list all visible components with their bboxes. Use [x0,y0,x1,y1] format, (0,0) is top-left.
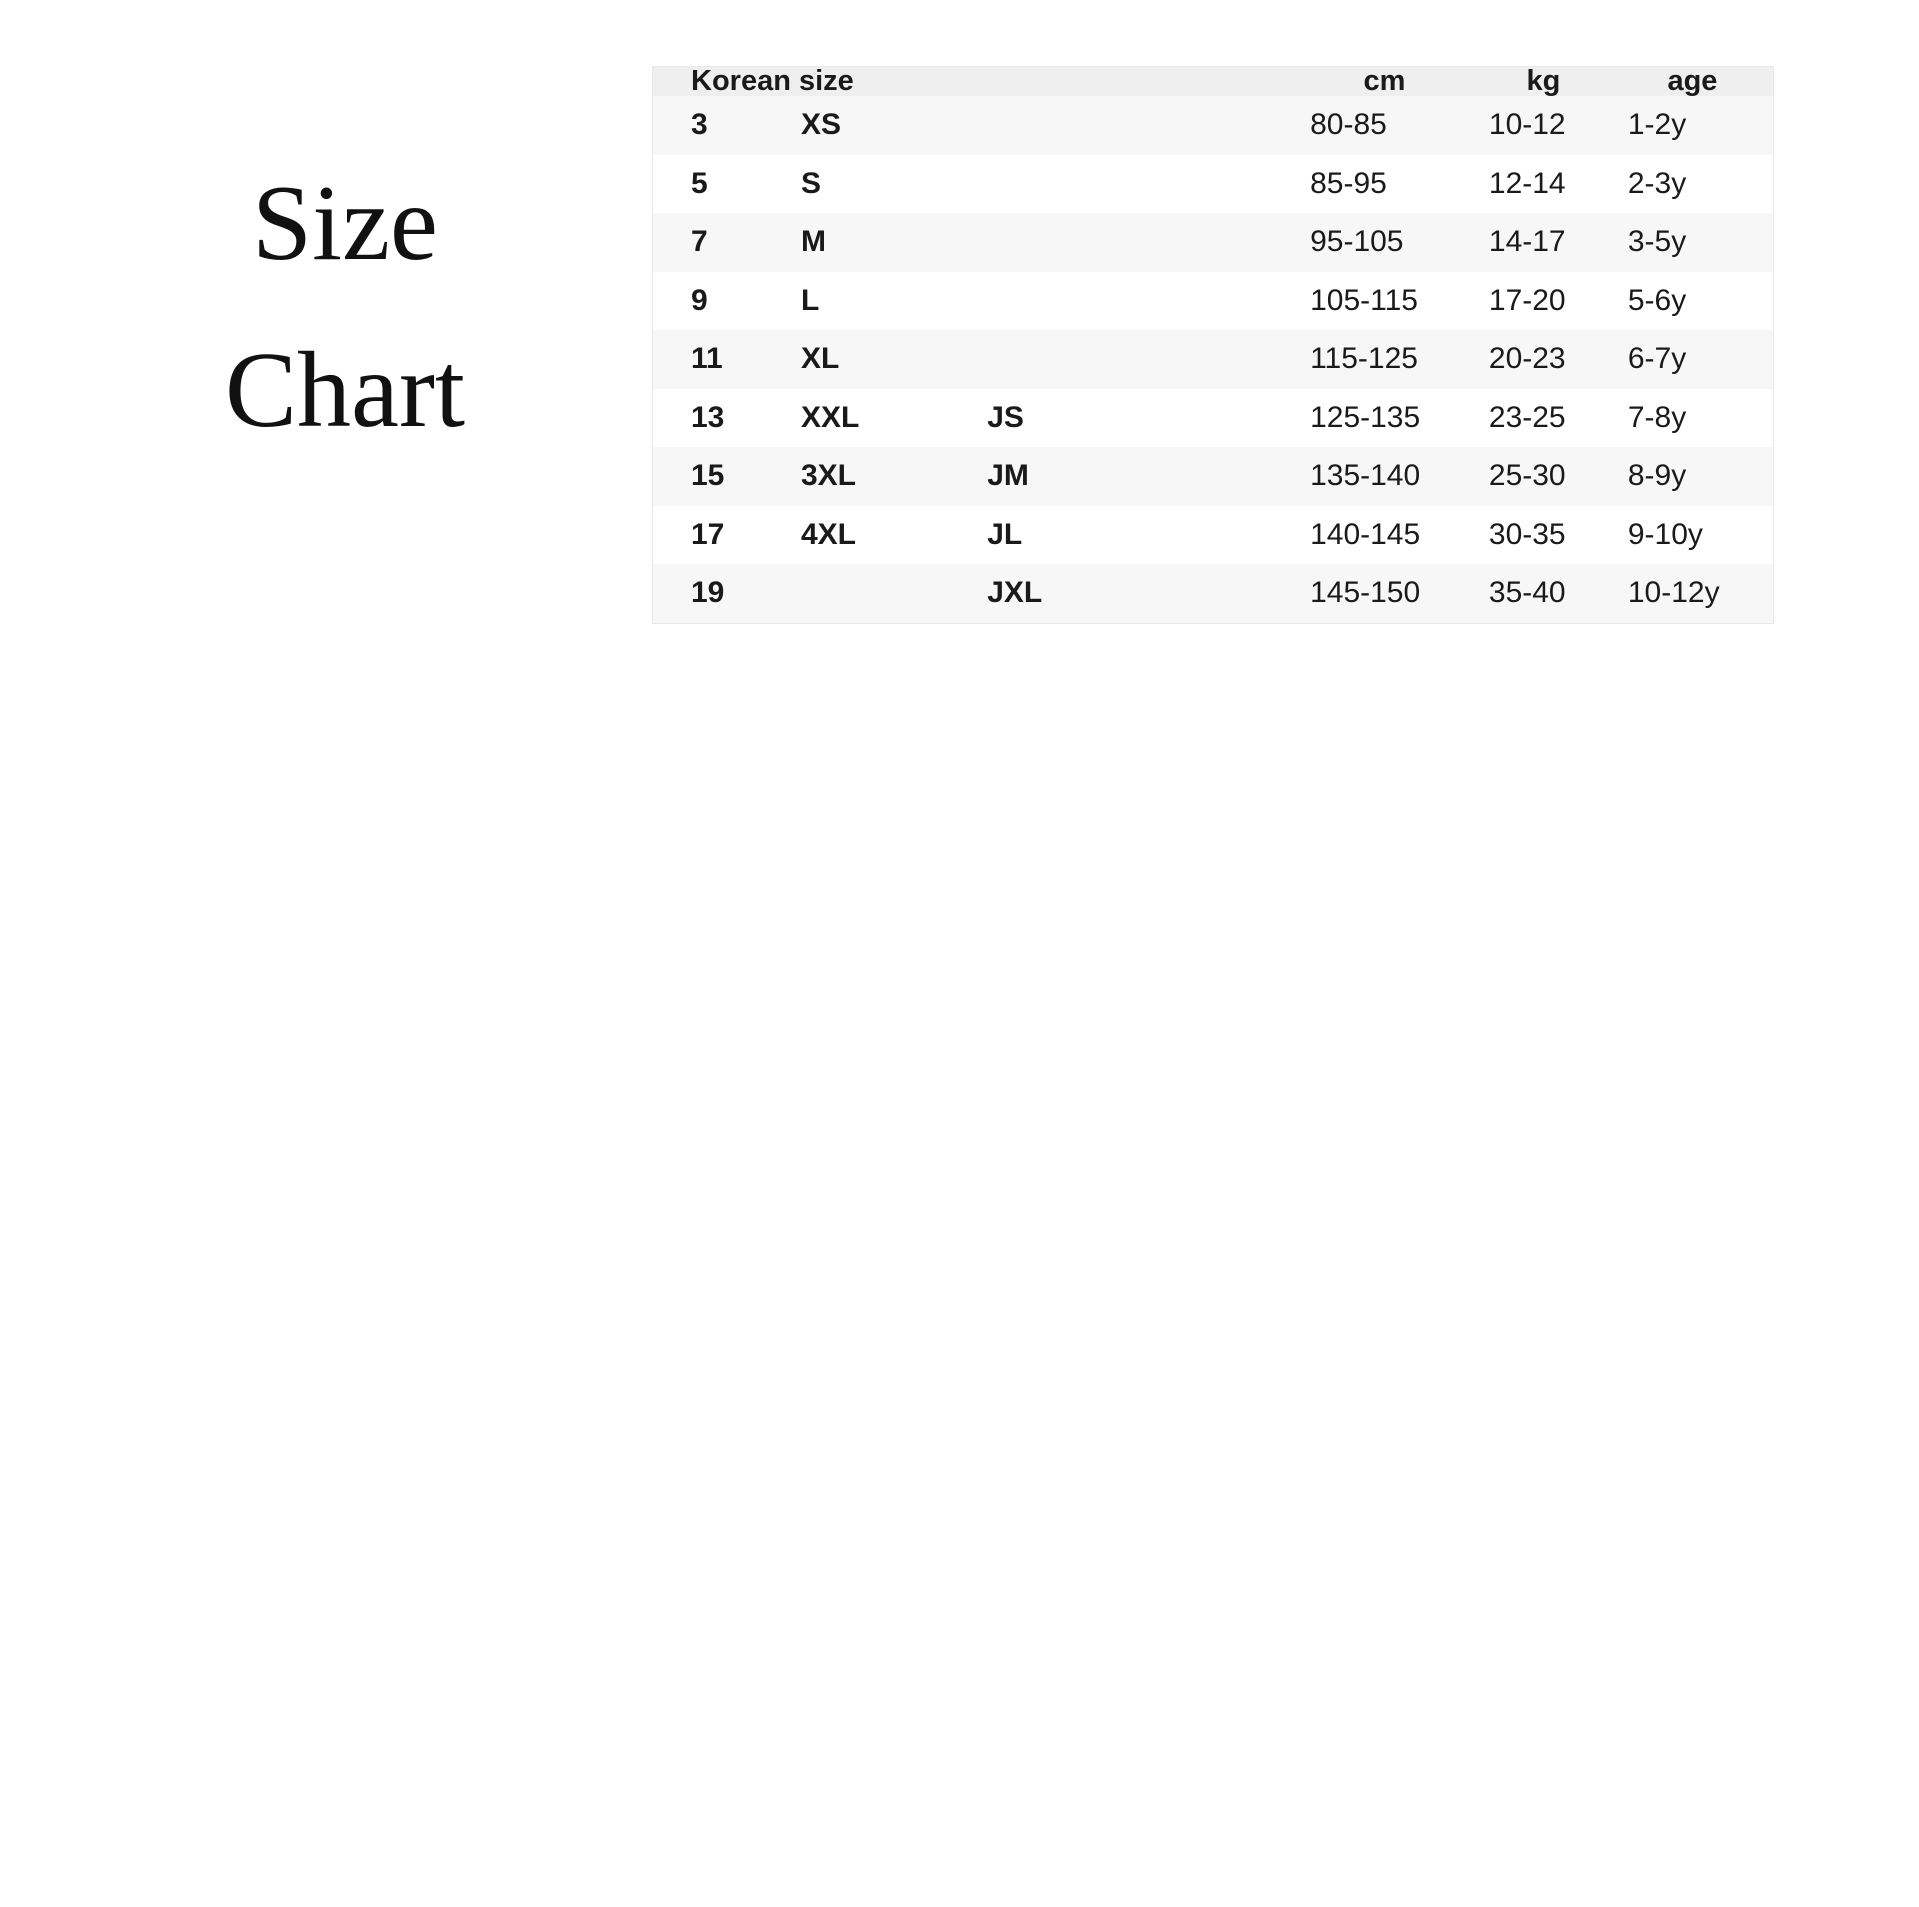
cell-international-size: 3XL [800,459,856,492]
cell-international-size: 4XL [800,517,856,551]
cell-korean-number: 9 [691,283,708,317]
cell-age: 3-5y [1627,225,1687,258]
cell-japanese-size [987,155,1294,214]
cell-korean-number: 13 [691,400,725,434]
cell-age: 8-9y [1627,459,1687,492]
cell-international-size [801,564,987,623]
cell-age: 10-12y [1627,576,1720,609]
cell-international-size: M [800,225,826,258]
column-header-korean-size: Korean size [691,65,854,97]
cell-height-cm: 105-115 [1310,283,1418,317]
cell-japanese-size: JS [987,400,1024,434]
cell-height-cm: 140-145 [1310,517,1421,551]
cell-weight-kg: 10-12 [1488,108,1566,141]
cell-korean-number: 7 [691,225,708,258]
column-header-cm: cm [1363,65,1406,97]
cell-weight-kg: 17-20 [1488,283,1566,317]
cell-age: 1-2y [1627,108,1687,141]
table-row [653,447,1773,506]
cell-height-cm: 135-140 [1310,459,1421,492]
page-title-line-2: Chart [225,331,465,451]
column-header-kg: kg [1526,65,1561,97]
table-row [653,213,1773,272]
cell-japanese-size [987,272,1294,331]
table-row [653,389,1773,448]
cell-japanese-size [987,96,1294,155]
cell-height-cm: 115-125 [1310,342,1418,375]
size-table-container [652,66,1774,624]
cell-height-cm: 95-105 [1310,225,1404,258]
cell-korean-number: 15 [691,459,725,492]
cell-height-cm: 85-95 [1310,166,1387,200]
cell-international-size: XL [800,342,840,375]
table-row [653,564,1773,623]
cell-age: 7-8y [1627,400,1687,434]
table-row [653,330,1773,389]
table-header [653,67,1773,96]
cell-international-size: XS [800,108,841,141]
cell-weight-kg: 25-30 [1488,459,1566,492]
cell-japanese-size: JXL [987,576,1043,609]
cell-age: 9-10y [1627,517,1703,551]
cell-age: 2-3y [1627,166,1687,200]
table-row [653,272,1773,331]
cell-korean-number: 3 [691,108,708,141]
table-header-row [653,67,1773,96]
cell-japanese-size: JM [987,459,1029,492]
cell-korean-number: 19 [691,576,725,609]
page-title [120,140,570,475]
table-body [653,96,1773,623]
cell-japanese-size [987,330,1294,389]
cell-international-size: XXL [800,400,860,434]
cell-korean-number: 11 [691,342,723,375]
cell-japanese-size: JL [987,517,1023,551]
cell-age: 6-7y [1627,342,1687,375]
cell-height-cm: 80-85 [1310,108,1387,141]
cell-weight-kg: 12-14 [1488,166,1566,200]
cell-height-cm: 145-150 [1310,576,1421,609]
table-row [653,155,1773,214]
cell-korean-number: 17 [691,517,725,551]
cell-international-size: L [800,283,820,317]
cell-weight-kg: 35-40 [1488,576,1566,609]
cell-weight-kg: 30-35 [1488,517,1566,551]
table-row [653,96,1773,155]
cell-weight-kg: 14-17 [1488,225,1566,258]
cell-japanese-size [987,213,1294,272]
page-title-line-1: Size [252,164,438,283]
table-row [653,506,1773,565]
cell-weight-kg: 23-25 [1488,400,1566,434]
cell-korean-number: 5 [691,166,708,200]
size-table [653,67,1773,623]
column-header-age: age [1667,65,1718,97]
cell-height-cm: 125-135 [1310,400,1421,434]
cell-age: 5-6y [1627,283,1687,317]
cell-international-size: S [800,166,821,200]
cell-weight-kg: 20-23 [1488,342,1566,375]
